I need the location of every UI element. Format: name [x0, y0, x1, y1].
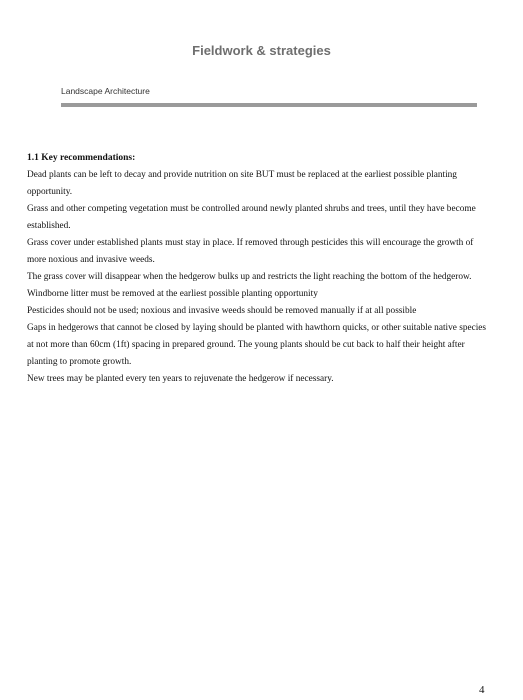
page-number: 4 [479, 684, 485, 696]
section-heading: 1.1 Key recommendations: [27, 153, 136, 163]
paragraph: Dead plants can be left to decay and provide nutrition on site BUT must be replaced at the earliest possible planting opportunity. [27, 170, 457, 197]
paragraph: Pesticides should not be used; noxious and invasive weeds should be removed manually if at all possible [27, 306, 417, 316]
document-body [27, 150, 489, 388]
paragraph: Windborne litter must be removed at the earliest possible planting opportunity [27, 289, 318, 299]
paragraph: Grass cover under established plants must stay in place. If removed through pesticides this will encourage the growth of more noxious and invasive weeds. [27, 238, 474, 265]
paragraph: Grass and other competing vegetation must be controlled around newly planted shrubs and trees, until they have become established. [27, 204, 476, 231]
header-divider [61, 103, 477, 107]
page-title: Fieldwork & strategies [192, 43, 331, 58]
paragraph: New trees may be planted every ten years to rejuvenate the hedgerow if necessary. [27, 374, 334, 384]
paragraph: The grass cover will disappear when the hedgerow bulks up and restricts the light reaching the bottom of the hedgerow. [27, 272, 472, 282]
page-subtitle: Landscape Architecture [61, 86, 150, 96]
paragraph: Gaps in hedgerows that cannot be closed by laying should be planted with hawthorn quicks, or other suitable native species at not more than 60cm (1ft) spacing in prepared ground. The young plants should be cut back to half their height after planting to promote growth. [27, 323, 487, 367]
